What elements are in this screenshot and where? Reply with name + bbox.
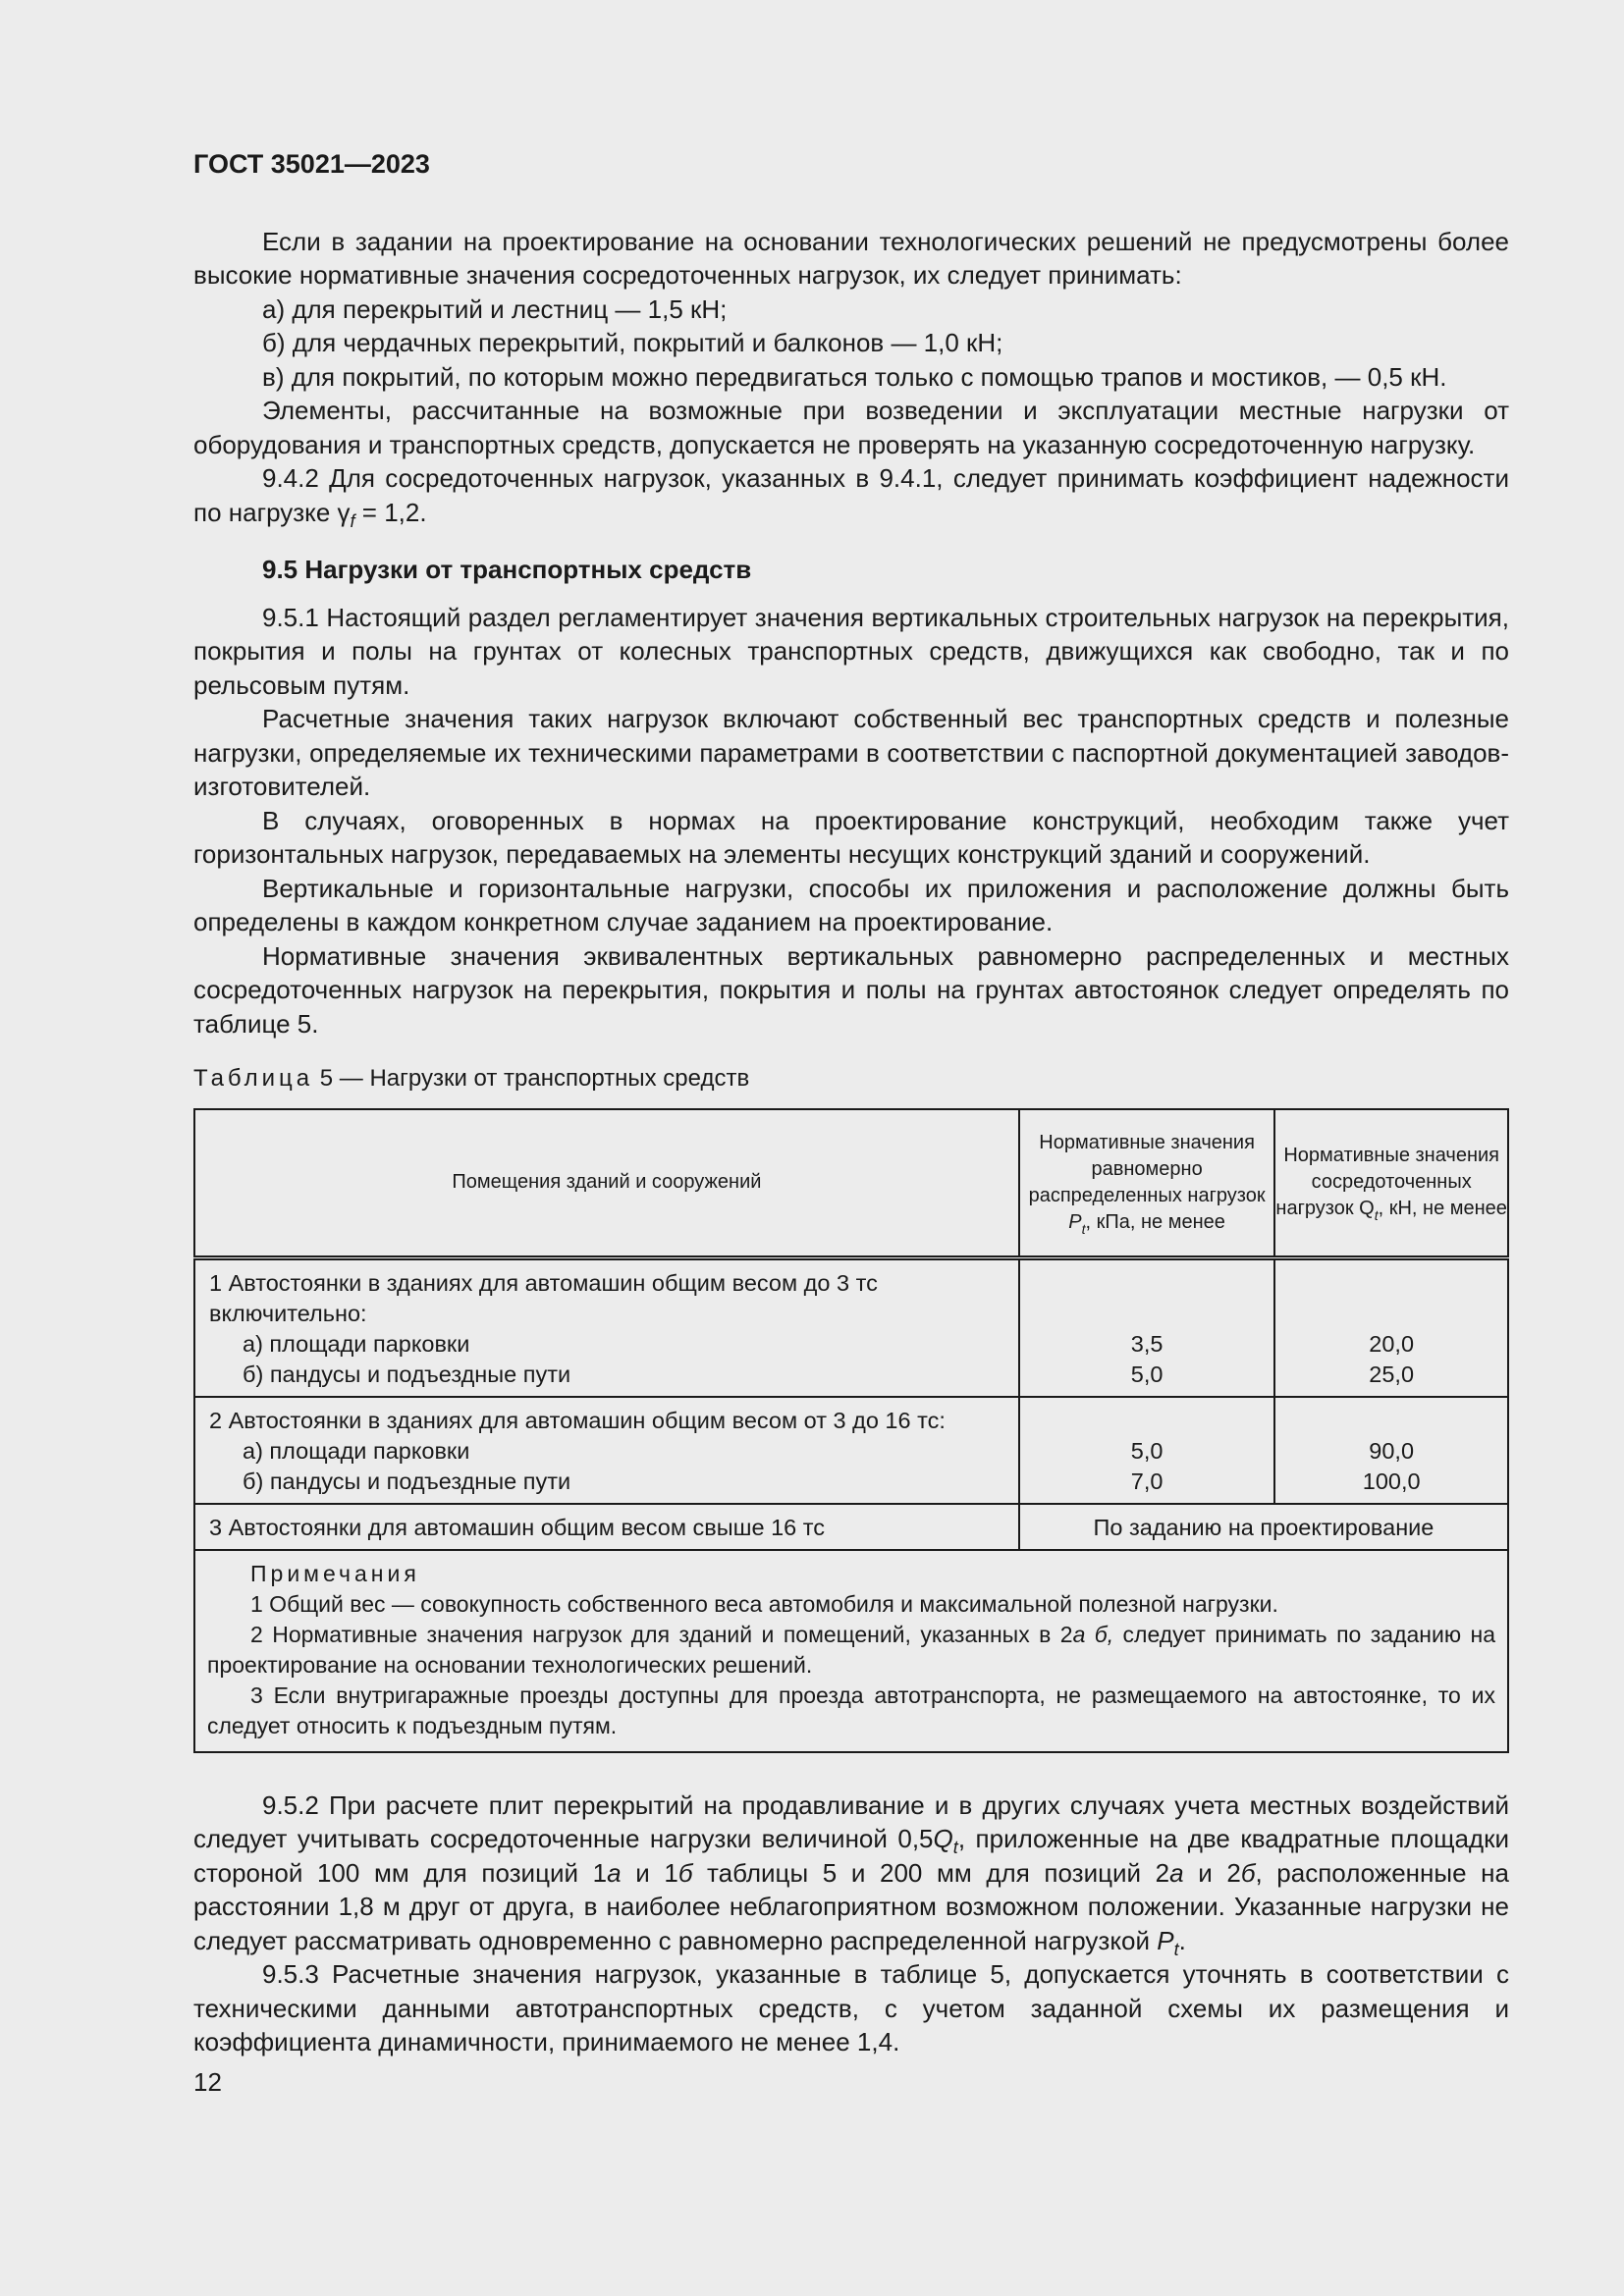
paragraph-9-5-2: 9.5.2 При расчете плит перекрытий на продавливание и в других случаях учета местных воздействий следует учитывать сосредоточенные нагрузки величиной $0,5Q_t$, приложенные на две квадратные площадки стороной 100 мм для позиций 1а и 1б таблицы 5 и 200 мм для позиций 2а и 2б, расположенные на расстоянии 1,8 м друг от друга, в наиболее неблагоприятном возможном положении. Указанные нагрузки не следует рассматривать одновременно с равномерно распределенной нагрузкой $P_t$.: [193, 1789, 1510, 1959]
row-1a-label: а) площади парковки: [243, 1330, 470, 1357]
header-concentrated: Нормативные значения сосредоточенных нагрузок $Q_t$, кН, не менее: [1274, 1109, 1508, 1258]
table-notes-row: [194, 1550, 1508, 1752]
section-title: 9.5 Нагрузки от транспортных средств: [262, 555, 752, 584]
paragraph-9-5-1: 9.5.1 Настоящий раздел регламентирует значения вертикальных строительных нагрузок на перекрытия, покрытия и полы на грунтах от колесных транспортных средств, движущихся как свободно, так и по рельсовым путям.: [193, 602, 1509, 700]
paragraph-9-4-2: 9.4.2 Для сосредоточенных нагрузок, указанных в 9.4.1, следует принимать коэффициент надежности по нагрузке $\gamma_f = 1,2$.: [193, 463, 1509, 531]
table-header-row: [194, 1109, 1508, 1258]
note-1: 1 Общий вес — совокупность собственного веса автомобиля и максимальной полезной нагрузки.: [250, 1590, 1278, 1617]
row-2b-label: б) пандусы и подъездные пути: [243, 1468, 571, 1494]
row-1b-concentrated: 25,0: [1369, 1361, 1415, 1387]
paragraph-9-5-3: 9.5.3 Расчетные значения нагрузок, указанные в таблице 5, допускается уточнять в соответствии с техническими данными автотранспортных средств, с учетом заданной схемы их размещения и коэффициента динамичности, принимаемого не менее 1,4.: [193, 1959, 1509, 2056]
row-1a-concentrated: 20,0: [1369, 1330, 1415, 1357]
table-row: [194, 1504, 1508, 1550]
paragraph-design-values: Расчетные значения таких нагрузок включают собственный вес транспортных средств и полезные нагрузки, определяемые их техническими параметрами в соответствии с паспортной документацией заводов-изготовителей.: [193, 704, 1509, 801]
row-2a-label: а) площади парковки: [243, 1437, 470, 1464]
notes-title: Примечания: [250, 1560, 420, 1586]
note-2: 2 Нормативные значения нагрузок для зданий и помещений, указанных в 2а б, следует принимать по заданию на проектирование на основании технологических решений.: [207, 1621, 1495, 1678]
page-number: 12: [193, 2066, 222, 2097]
paragraph-intro: Если в задании на проектирование на основании технологических решений не предусмотрены более высокие нормативные значения сосредоточенных нагрузок, их следует принимать:: [193, 226, 1509, 290]
list-item-a: а) для перекрытий и лестниц — 1,5 кН;: [262, 294, 728, 324]
paragraph-normative-values: Нормативные значения эквивалентных вертикальных равномерно распределенных и местных сосредоточенных нагрузок на перекрытия, покрытия и полы на грунтах автостоянок следует определять по таблице 5.: [193, 940, 1509, 1039]
note-3: 3 Если внутригаражные проезды доступны для проезда автотранспорта, не размещаемого на автостоянке, то их следует относить к подъездным путям.: [207, 1682, 1495, 1738]
paragraph-elements: Элементы, рассчитанные на возможные при возведении и эксплуатации местные нагрузки от оборудования и транспортных средств, допускается не проверять на указанную сосредоточенную нагрузку.: [193, 396, 1509, 459]
list-item-b: б) для чердачных перекрытий, покрытий и балконов — 1,0 кН;: [262, 328, 1003, 357]
document-header: ГОСТ 35021—2023: [193, 149, 430, 179]
row-2b-concentrated: 100,0: [1362, 1468, 1421, 1494]
header-distributed: Нормативные значения равномерно распределенных нагрузок $P_t$, кПа, не менее: [1019, 1109, 1275, 1258]
document-page: [193, 147, 1509, 2099]
paragraph-vertical-horizontal: Вертикальные и горизонтальные нагрузки, способы их приложения и расположение должны быть определены в каждом конкретном случае заданием на проектирование.: [193, 873, 1509, 936]
row-3-label: 3 Автостоянки для автомашин общим весом свыше 16 тс: [209, 1514, 825, 1540]
row-2-title: 2 Автостоянки в зданиях для автомашин общим весом от 3 до 16 тс:: [209, 1407, 946, 1433]
table-caption: Таблица 5 — Нагрузки от транспортных средств: [193, 1065, 750, 1092]
paragraph-horizontal: В случаях, оговоренных в нормах на проектирование конструкций, необходим также учет горизонтальных нагрузок, передаваемых на элементы несущих конструкций зданий и сооружений.: [193, 805, 1509, 869]
row-1a-distributed: 3,5: [1130, 1330, 1164, 1357]
table-row: [194, 1257, 1508, 1397]
row-1-title: 1 Автостоянки в зданиях для автомашин общим весом до 3 тс включительно:: [209, 1269, 878, 1326]
row-3-value: По заданию на проектирование: [1019, 1504, 1508, 1550]
row-2a-concentrated: 90,0: [1369, 1437, 1415, 1464]
row-2a-distributed: 5,0: [1130, 1437, 1164, 1464]
row-1b-label: б) пандусы и подъездные пути: [243, 1361, 571, 1387]
table-row: [194, 1397, 1508, 1504]
header-premises: Помещения зданий и сооружений: [194, 1109, 1019, 1258]
row-2b-distributed: 7,0: [1130, 1468, 1164, 1494]
list-item-c: в) для покрытий, по которым можно передвигаться только с помощью трапов и мостиков, — 0,5 кН.: [262, 361, 1447, 392]
row-1b-distributed: 5,0: [1130, 1361, 1164, 1387]
loads-table: [193, 1108, 1509, 1753]
